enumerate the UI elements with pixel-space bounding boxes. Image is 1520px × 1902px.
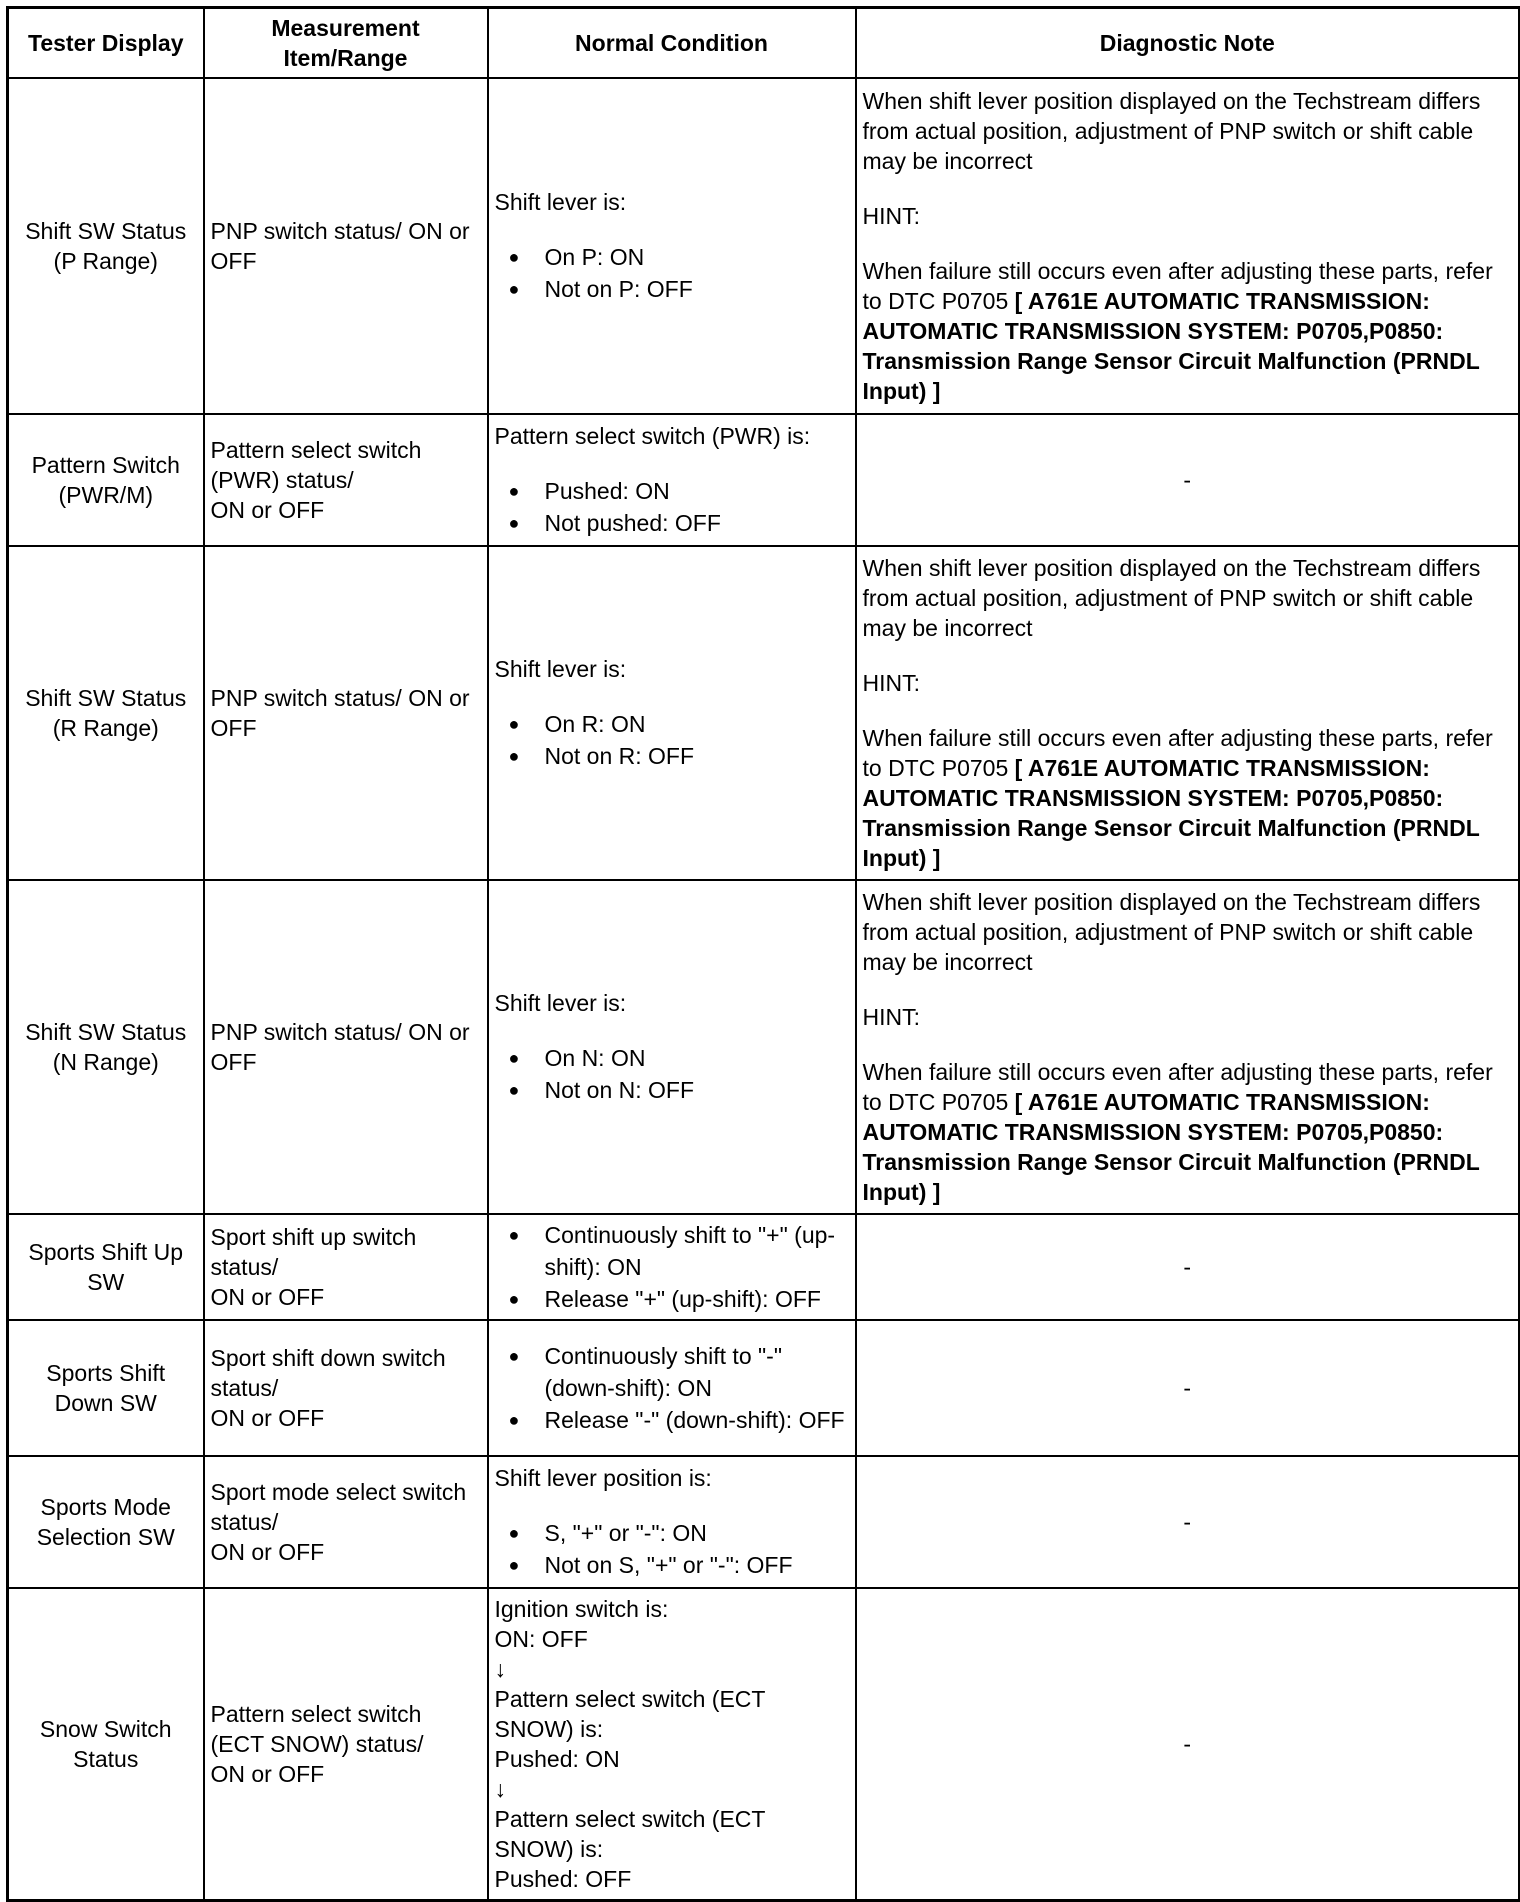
normal-condition-cell <box>488 1320 856 1456</box>
diagnostic-note-cell: - <box>856 1214 1520 1320</box>
tester-display-cell: Sports Mode Selection SW <box>8 1456 204 1588</box>
table-row <box>8 78 1520 414</box>
note-reference <box>863 256 1513 406</box>
tester-data-table <box>6 6 1520 1902</box>
item-line: ON or OFF <box>210 497 325 523</box>
condition-item: ● S, "+" or "-": ON <box>507 1517 849 1549</box>
header-tester-display: Tester Display <box>8 8 204 79</box>
diagnostic-note-cell <box>856 546 1520 880</box>
table-row <box>8 1588 1520 1900</box>
hint-label: HINT: <box>862 203 920 229</box>
normal-condition-cell <box>488 78 856 414</box>
tester-display-cell: Shift SW Status (P Range) <box>8 78 204 414</box>
item-line: ON or OFF <box>210 1760 325 1787</box>
dtc-link[interactable]: [ A761E AUTOMATIC TRANSMISSION: AUTOMATIC TRANSMISSION SYSTEM: P0705,P0850: Transmission Range Sensor Circuit Malfunction (PRNDL Input) ] <box>862 1089 1480 1205</box>
condition-item: ● Not pushed: OFF <box>507 507 849 539</box>
condition-item: ● Not on R: OFF <box>507 740 849 772</box>
condition-line: Pattern select switch (ECT SNOW) is: <box>494 1685 766 1742</box>
item-line: Pattern select switch (PWR) status/ <box>210 437 422 493</box>
normal-condition-cell <box>488 1588 856 1900</box>
tester-display-cell: Shift SW Status (R Range) <box>8 546 204 880</box>
condition-item: ● Not on P: OFF <box>507 273 849 305</box>
normal-condition-cell <box>488 414 856 546</box>
condition-line: Pushed: ON <box>494 1745 620 1772</box>
table-row <box>8 1214 1520 1320</box>
dtc-link[interactable]: [ A761E AUTOMATIC TRANSMISSION: AUTOMATIC TRANSMISSION SYSTEM: P0705,P0850: Transmission Range Sensor Circuit Malfunction (PRNDL Input) ] <box>862 755 1480 871</box>
header-normal-condition: Normal Condition <box>488 8 856 79</box>
table-row <box>8 880 1520 1214</box>
table-row <box>8 546 1520 880</box>
header-diagnostic-note: Diagnostic Note <box>856 8 1520 79</box>
condition-item: ● Release "-" (down-shift): OFF <box>507 1404 849 1436</box>
hint-label: HINT: <box>862 670 920 696</box>
condition-intro: Shift lever is: <box>494 990 627 1016</box>
dtc-link[interactable]: [ A761E AUTOMATIC TRANSMISSION: AUTOMATIC TRANSMISSION SYSTEM: P0705,P0850: Transmission Range Sensor Circuit Malfunction (PRNDL Input) ] <box>862 288 1480 404</box>
item-line: ON or OFF <box>210 1405 325 1431</box>
note-text: When failure still occurs even after adjusting these parts, refer to DTC P0705 <box>862 725 1493 781</box>
measurement-item-cell: PNP switch status/ ON or OFF <box>204 546 488 880</box>
diagnostic-note-cell: - <box>856 414 1520 546</box>
item-line: Sport shift up switch status/ <box>210 1224 417 1280</box>
tester-display-cell: Sports Shift Up SW <box>8 1214 204 1320</box>
condition-intro: Shift lever position is: <box>494 1465 712 1491</box>
condition-item: ● Not on N: OFF <box>507 1074 849 1106</box>
measurement-item-cell <box>204 1456 488 1588</box>
down-arrow-icon: ↓ <box>494 1655 506 1682</box>
measurement-item-cell: PNP switch status/ ON or OFF <box>204 78 488 414</box>
table-row <box>8 414 1520 546</box>
normal-condition-cell <box>488 1214 856 1320</box>
diagnostic-note-cell <box>856 880 1520 1214</box>
condition-list <box>495 1517 849 1581</box>
tester-display-cell: Snow Switch Status <box>8 1588 204 1900</box>
measurement-item-cell: PNP switch status/ ON or OFF <box>204 880 488 1214</box>
note-reference <box>863 723 1513 873</box>
condition-line: Pattern select switch (ECT SNOW) is: <box>494 1805 766 1862</box>
tester-display-cell: Pattern Switch (PWR/M) <box>8 414 204 546</box>
condition-item: ● On R: ON <box>507 708 849 740</box>
condition-list <box>495 1340 849 1436</box>
diagnostic-note-cell: - <box>856 1456 1520 1588</box>
measurement-item-cell <box>204 1214 488 1320</box>
diagnostic-note-cell: - <box>856 1320 1520 1456</box>
note-reference <box>863 1057 1513 1207</box>
note-text: When shift lever position displayed on the Techstream differs from actual position, adjustment of PNP switch or shift cable may be incorrect <box>862 555 1481 641</box>
condition-list <box>495 241 849 305</box>
item-line: ON or OFF <box>210 1539 325 1565</box>
condition-list <box>495 475 849 539</box>
note-text: When failure still occurs even after adjusting these parts, refer to DTC P0705 <box>862 258 1493 314</box>
condition-item: ● On N: ON <box>507 1042 849 1074</box>
note-text: When failure still occurs even after adjusting these parts, refer to DTC P0705 <box>862 1059 1493 1115</box>
condition-item: ● Not on S, "+" or "-": OFF <box>507 1549 849 1581</box>
condition-intro: Shift lever is: <box>494 189 627 215</box>
document-page <box>6 6 1518 1902</box>
note-text: When shift lever position displayed on the Techstream differs from actual position, adjustment of PNP switch or shift cable may be incorrect <box>862 889 1481 975</box>
condition-item: ● Pushed: ON <box>507 475 849 507</box>
condition-intro: Shift lever is: <box>494 656 627 682</box>
item-line: Sport shift down switch status/ <box>210 1345 446 1401</box>
condition-item: ● On P: ON <box>507 241 849 273</box>
condition-list <box>495 1219 849 1315</box>
diagnostic-note-cell <box>856 78 1520 414</box>
measurement-item-cell <box>204 1588 488 1900</box>
item-line: Sport mode select switch status/ <box>210 1479 467 1535</box>
item-line: Pattern select switch (ECT SNOW) status/ <box>210 1700 424 1757</box>
item-line: ON or OFF <box>210 1284 325 1310</box>
hint-label: HINT: <box>862 1004 920 1030</box>
measurement-item-cell <box>204 414 488 546</box>
measurement-item-cell <box>204 1320 488 1456</box>
header-measurement-item: Measurement Item/Range <box>204 8 488 79</box>
condition-line: Ignition switch is: <box>494 1595 669 1622</box>
note-text: When shift lever position displayed on the Techstream differs from actual position, adjustment of PNP switch or shift cable may be incorrect <box>862 88 1481 174</box>
condition-intro: Pattern select switch (PWR) is: <box>494 423 811 449</box>
condition-item: ● Continuously shift to "+" (up-shift): ON <box>507 1219 849 1283</box>
table-row <box>8 1320 1520 1456</box>
tester-display-cell: Sports Shift Down SW <box>8 1320 204 1456</box>
condition-line: ON: OFF <box>494 1625 588 1652</box>
normal-condition-cell <box>488 546 856 880</box>
header-row <box>8 8 1520 79</box>
tester-display-cell: Shift SW Status (N Range) <box>8 880 204 1214</box>
table-row <box>8 1456 1520 1588</box>
condition-line: Pushed: OFF <box>494 1865 632 1892</box>
down-arrow-icon: ↓ <box>494 1775 506 1802</box>
diagnostic-note-cell: - <box>856 1588 1520 1900</box>
condition-list <box>495 1042 849 1106</box>
normal-condition-cell <box>488 1456 856 1588</box>
normal-condition-cell <box>488 880 856 1214</box>
condition-list <box>495 708 849 772</box>
condition-item: ● Continuously shift to "-" (down-shift): ON <box>507 1340 849 1404</box>
condition-item: ● Release "+" (up-shift): OFF <box>507 1283 849 1315</box>
